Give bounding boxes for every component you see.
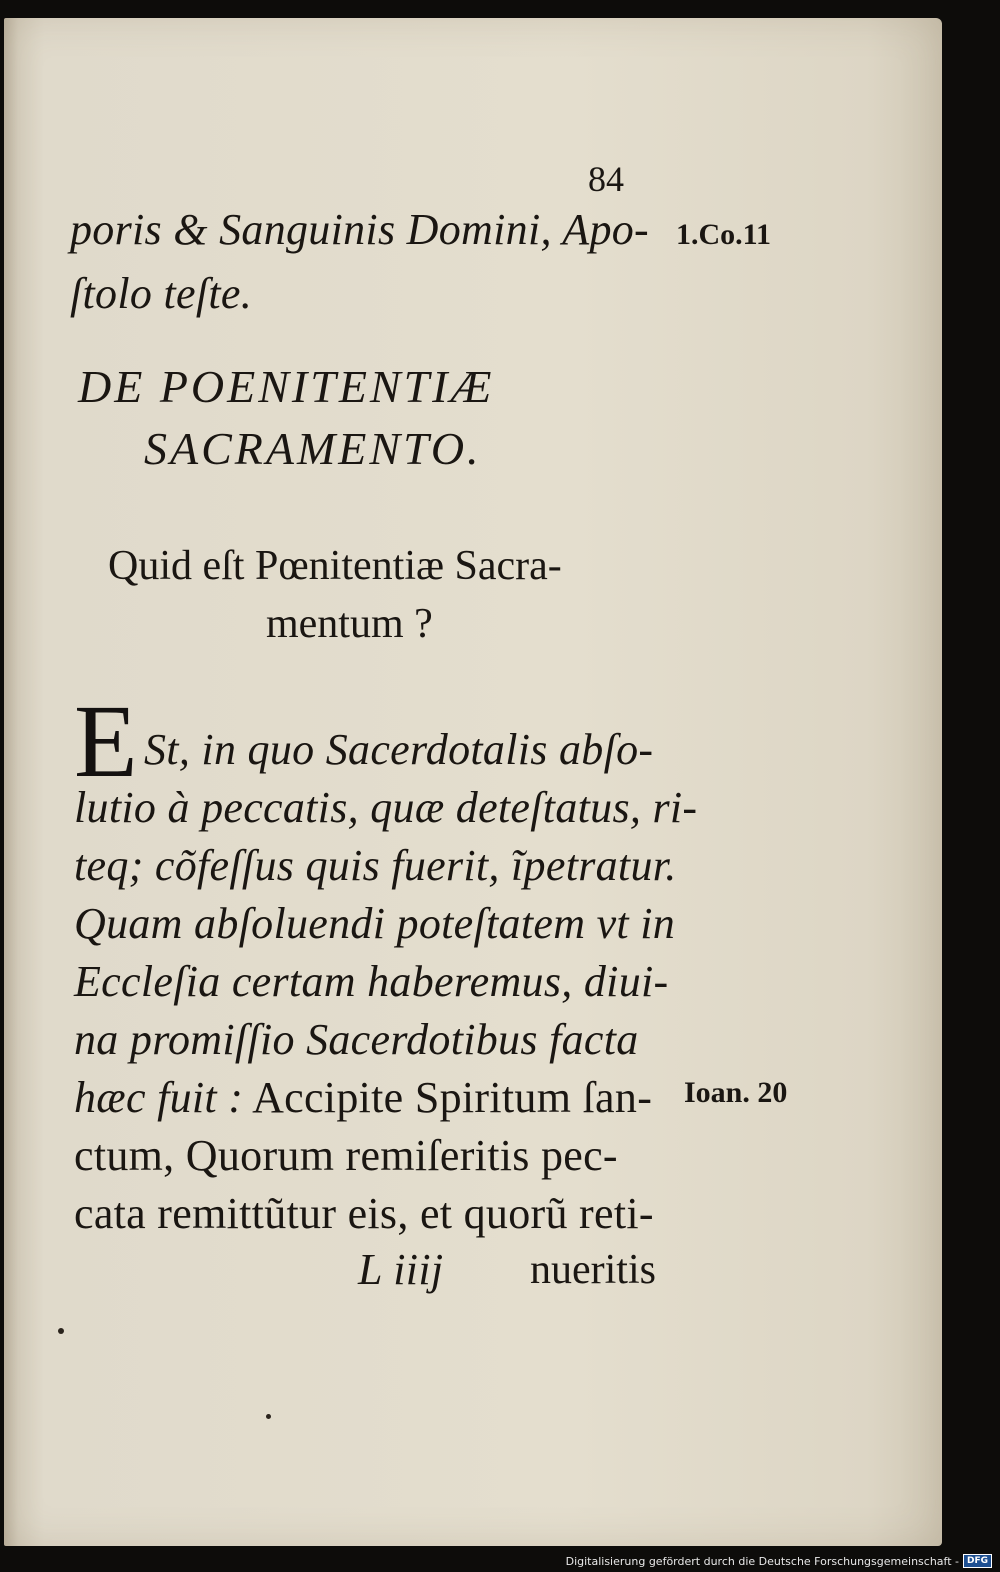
section-heading-line-2: SACRAMENTO. (144, 423, 482, 474)
question-line-2: mentum ? (266, 601, 433, 647)
catchword: nueritis (530, 1247, 656, 1293)
marginal-note-corinthians: 1.Co.11 (676, 218, 772, 251)
continuation-line-2: ſtolo teſte. (70, 269, 253, 318)
digitization-credit (566, 1554, 992, 1568)
credit-text: Digitalisierung gefördert durch die Deutsche Forschungsgemeinschaft - (565, 1554, 959, 1568)
signature-mark: L iiij (358, 1245, 444, 1294)
ink-speck (266, 1414, 271, 1419)
body-line-1: St, in quo Sacerdotalis abſo- (144, 725, 654, 774)
body-line-7 (74, 1072, 652, 1123)
body-line-7-roman: Accipite Spiritum ſan- (252, 1073, 653, 1122)
continuation-line-1: poris & Sanguinis Domini, Apo- (70, 205, 650, 254)
body-line-5: Eccleſia certam haberemus, diui- (74, 957, 669, 1006)
body-line-7-italic: hæc fuit : (74, 1073, 244, 1122)
question-line-1: Quid eſt Pœnitentiæ Sacra- (108, 543, 562, 589)
page-number: 84 (588, 159, 624, 199)
body-line-2: lutio à peccatis, quæ deteſtatus, ri- (74, 783, 698, 832)
body-line-3: teq; cõfeſſus quis fuerit, ĩpetratur. (74, 841, 677, 890)
section-heading-line-1: DE POENITENTIÆ (78, 361, 495, 412)
ink-speck (58, 1328, 64, 1334)
dfg-logo: DFG (963, 1554, 992, 1568)
body-line-9: cata remittũtur eis, et quorũ reti- (74, 1189, 654, 1238)
drop-cap: E (74, 684, 138, 799)
body-line-4: Quam abſoluendi poteſtatem vt in (74, 899, 676, 948)
body-line-6: na promiſſio Sacerdotibus facta (74, 1015, 639, 1064)
body-line-8: ctum, Quorum remiſeritis pec- (74, 1131, 618, 1180)
book-page (4, 18, 942, 1546)
marginal-note-john: Ioan. 20 (684, 1076, 788, 1109)
